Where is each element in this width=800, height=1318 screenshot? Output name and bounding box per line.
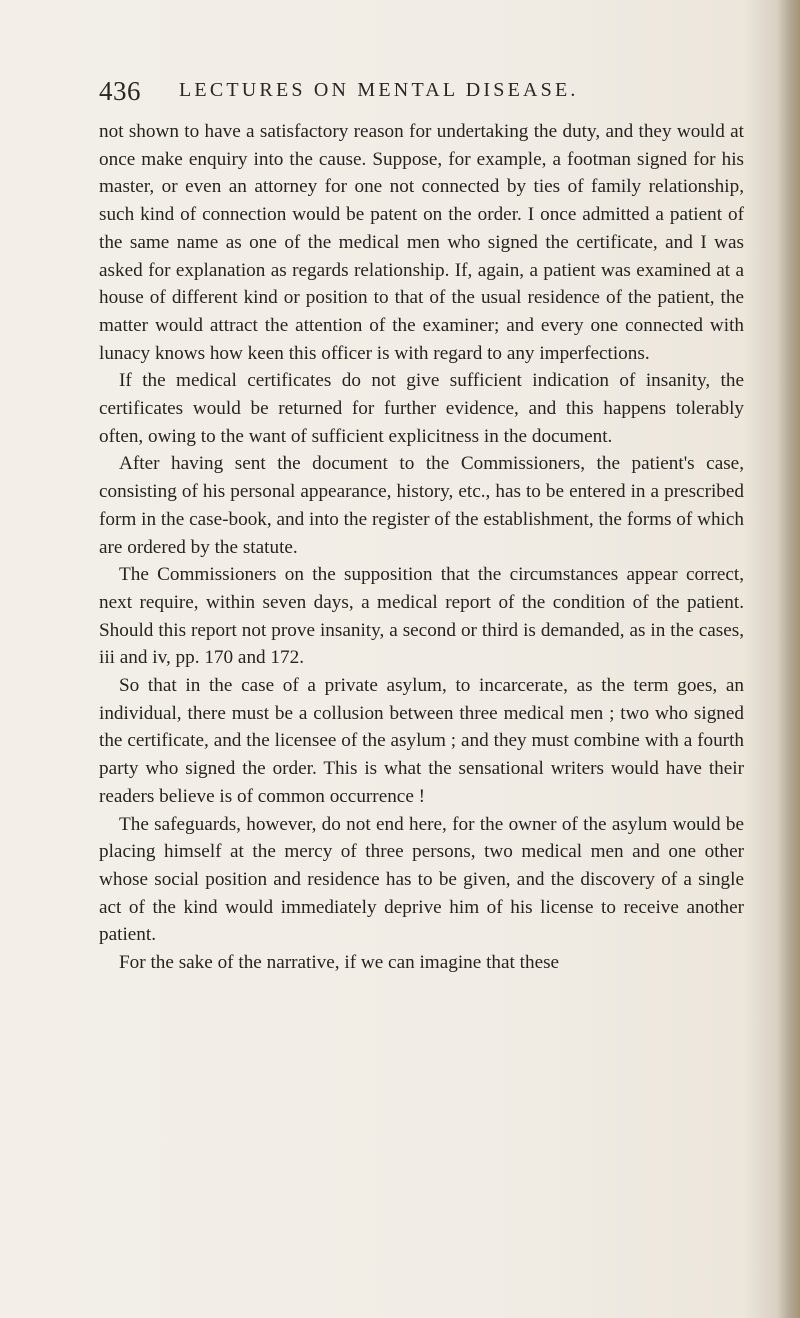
- paragraph: If the medical certificates do not give sufficient indication of insanity, the certificates would be returned for further evidence, and this happens tolerably often, owing to the want of sufficient explicitness in the document.: [99, 370, 744, 447]
- page-header: [99, 76, 739, 110]
- paragraph: For the sake of the narrative, if we can imagine that these: [119, 952, 560, 974]
- paragraph: not shown to have a satisfactory reason for undertaking the duty, and they would at once make enquiry into the cause. Suppose, for example, a footman signed for his master, or even an attorney for one not connected by ties of family relationship, such kind of connection would be patent on the order. I once admitted a patient of the same name as one of the medical men who signed the certificate, and I was asked for explanation as regards relationship. If, again, a patient was examined at a house of different kind or position to that of the usual residence of the patient, the matter would attract the attention of the examiner; and every one connected with lunacy knows how keen this officer is with regard to any imperfections.: [99, 121, 744, 364]
- running-title: LECTURES ON MENTAL DISEASE.: [179, 79, 579, 101]
- paragraph: After having sent the document to the Commissioners, the patient's case, consisting of his personal appearance, history, etc., has to be entered in a prescribed form in the case-book, and into the register of the establishment, the forms of which are ordered by the statute.: [99, 453, 744, 558]
- paragraph: So that in the case of a private asylum, to incarcerate, as the term goes, an individual, there must be a collusion between three medical men ; two who signed the certificate, and the licensee of the asylum ; and they must combine with a fourth party who signed the order. This is what the sensational writers would have their readers believe is of common occurrence !: [99, 675, 744, 807]
- body-text: [99, 118, 744, 977]
- paragraph: The Commissioners on the supposition that the circumstances appear correct, next require, within seven days, a medical report of the condition of the patient. Should this report not prove insanity, a second or third is demanded, as in the cases, iii and iv, pp. 170 and 172.: [99, 564, 744, 669]
- paragraph: The safeguards, however, do not end here, for the owner of the asylum would be placing himself at the mercy of three persons, two medical men and one other whose social position and residence has to be given, and the discovery of a single act of the kind would immediately deprive him of his license to receive another patient.: [99, 813, 744, 946]
- page-edge-shadow: [778, 0, 800, 1318]
- page-number: 436: [99, 76, 141, 106]
